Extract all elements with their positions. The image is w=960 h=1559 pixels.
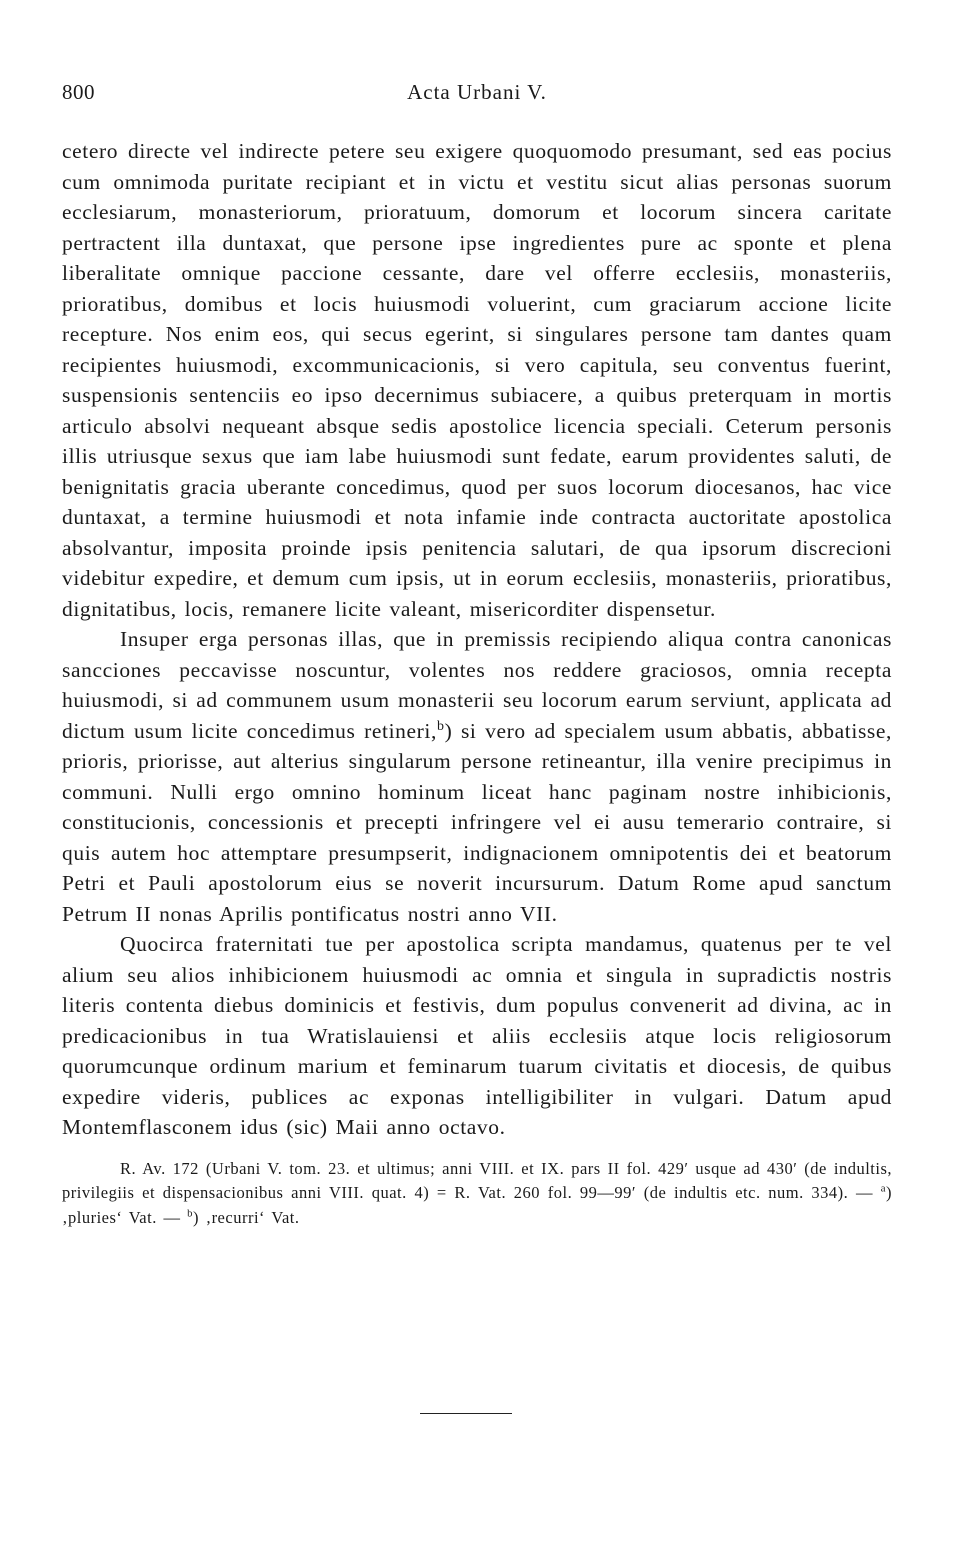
paragraph-2-text-b: ) si vero ad specialem usum abbatis, abbatisse, prioris, priorisse, aut alterius singularum persone retineantur, illa venire precipimus in communi. Nulli ergo omnino hominum liceat hanc paginam nostre inhibicionis, constitucionis, concessionis et precepti infringere vel ei ausu temerario contraire, si quis autem hoc attemptare presumpserit, indignacionem omnipotentis dei et beatorum Petri et Pauli apostolorum eius se noverit incursurum. Datum Rome apud sanctum Petrum II nonas Aprilis pontificatus nostri anno VII.: [62, 718, 893, 926]
closing-rule: [420, 1413, 512, 1414]
footnote-text-1: R. Av. 172 (Urbani V. tom. 23. et ultimus; anni VIII. et IX. pars II fol. 429′ usque ad 430′ (de indultis, privilegiis et dispensacionibus anni VIII. quat. 4) = R. Vat. 260 fol. 99—99′ (de indultis etc. num. 334). —: [62, 1158, 892, 1202]
note-mark-b: b: [436, 718, 445, 734]
paragraph-3: Quocirca fraternitati tue per apostolica scripta mandamus, quatenus per te vel alium seu alios inhibicionem huiusmodi ac omnia et singula in supradictis nostris literis contenta diebus dominicis et festivis, dum populus convenerit ad divina, ac in predicacionibus in tua Wratislauiensi et aliis ecclesiis atque locis religiosorum quorumcunque ordinum marium et feminarum tuarum civitatis et diocesis, de quibus expedire videris, publices ac exponas intelligibiliter in vulgari. Datum apud Montemflasconem idus (sic) Maii anno octavo.: [62, 932, 892, 1139]
footnote-mark-b: b: [187, 1207, 193, 1219]
paragraph-1: cetero directe vel indirecte petere seu exigere quoquomodo presumant, sed eas pocius cum omnimoda puritate recipiant et in victu et vestitu sicut alias personas suorum ecclesiarum, monasteriorum, prioratuum, domorum et locorum sincera caritate pertractent illa duntaxat, que persone ipse ingredientes pure ac sponte et plena liberalitate omnique paccione cessante, dare vel offerre ecclesiis, monasteriis, prioratibus, domibus et locis huiusmodi voluerint, cum graciarum accione licite recepture. Nos enim eos, qui secus egerint, si singulares persone tam dantes quam recipientes huiusmodi, excommunicacionis, si vero capitula, seu conventus fuerint, suspensionis sentenciis eo ipso decernimus subiacere, a quibus preterquam in mortis articulo absolvi nequeant absque sedis apostolice licencia speciali. Ceterum personis illis utriusque sexus que iam labe huiusmodi sunt fedate, earum providentes saluti, de benignitatis gracia uberante concedimus, quod per suos locorum diocesanos, hac vice duntaxat, a termine huiusmodi et nota infamie inde contracta auctoritate apostolica absolvantur, imposita proinde ipsis penitencia salutari, de qua ipsorum discrecioni videbitur expedire, et demum cum ipsis, ut in eorum ecclesiis, monasteriis, prioratibus, dignitatibus, locis, remanere licite valeant, misericorditer dispensetur.: [62, 139, 892, 621]
document-page: [62, 80, 892, 1230]
footnote-text-2: ) ‚pluries‘ Vat. —: [62, 1183, 892, 1227]
page-number: 800: [62, 80, 95, 104]
footnote: [62, 1157, 892, 1231]
paragraph-2-text-a: Insuper erga personas illas, que in premissis recipiendo aliqua contra canonicas sancciones peccavisse noscuntur, volentes nos reddere graciosos, omnia recepta huiusmodi, si ad communem usum monasterii seu locorum earum serviunt, applicata ad dictum usum licite concedimus retineri,: [62, 627, 892, 743]
paragraph-2: [62, 624, 892, 929]
running-head: [62, 80, 892, 120]
footnote-text-3: ) ‚recurri‘ Vat.: [192, 1207, 300, 1227]
running-title: Acta Urbani V.: [407, 80, 547, 104]
footnote-mark-a: a: [880, 1182, 886, 1195]
body-text: [62, 136, 892, 1143]
